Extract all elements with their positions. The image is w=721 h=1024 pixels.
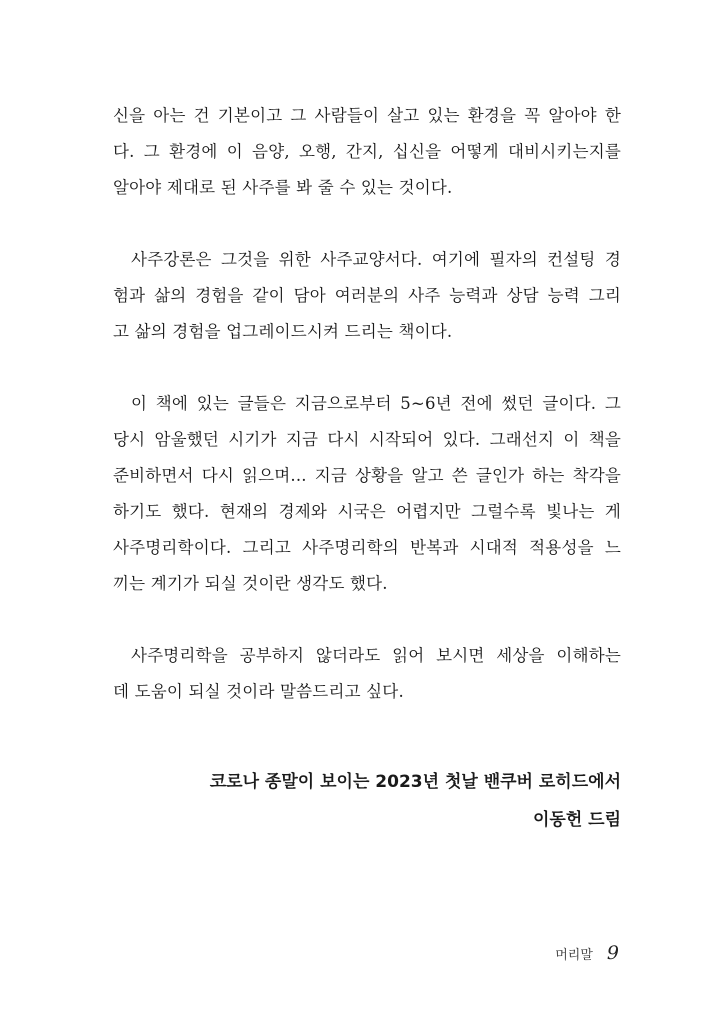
text-line: 사주명리학이다. 그리고 사주명리학의 반복과 시대적 적용성을 느 xyxy=(113,538,621,557)
text-line: 하기도 했다. 현재의 경제와 시국은 어렵지만 그럴수록 빛나는 게 xyxy=(113,502,621,521)
text-line: 데 도움이 되실 것이라 말씀드리고 싶다. xyxy=(113,682,404,701)
text-line: 사주강론은 그것을 위한 사주교양서다. 여기에 필자의 컨설팅 경 xyxy=(131,250,621,269)
text-line: 사주명리학을 공부하지 않더라도 읽어 보시면 세상을 이해하는 xyxy=(131,646,621,665)
paragraph-gap xyxy=(113,350,621,386)
paragraph-gap xyxy=(113,206,621,242)
paragraph xyxy=(113,386,621,602)
closing-signature xyxy=(210,763,621,839)
page-number: 9 xyxy=(606,942,619,964)
text-line: 이 책에 있는 글들은 지금으로부터 5~6년 전에 썼던 글이다. 그 xyxy=(131,394,621,413)
text-line: 다. 그 환경에 이 음양, 오행, 간지, 십신을 어떻게 대비시키는지를 xyxy=(113,142,621,161)
closing-date-place: 코로나 종말이 보이는 2023년 첫날 밴쿠버 로히드에서 xyxy=(209,772,621,792)
text-line: 알아야 제대로 된 사주를 봐 줄 수 있는 것이다. xyxy=(113,178,453,197)
text-line: 고 삶의 경험을 업그레이드시켜 드리는 책이다. xyxy=(113,322,453,341)
text-line: 당시 암울했던 시기가 지금 다시 시작되어 있다. 그래선지 이 책을 xyxy=(113,430,621,449)
text-line: 신을 아는 건 기본이고 그 사람들이 살고 있는 환경을 꼭 알아야 한 xyxy=(113,106,621,125)
body-text xyxy=(113,98,621,710)
paragraph xyxy=(113,242,621,350)
text-line: 끼는 계기가 되실 것이란 생각도 했다. xyxy=(113,574,388,593)
paragraph-gap xyxy=(113,602,621,638)
author-signoff: 이동헌 드림 xyxy=(532,810,621,830)
section-title: 머리말 xyxy=(555,948,593,963)
paragraph xyxy=(113,98,621,206)
page-footer xyxy=(555,942,619,964)
paragraph xyxy=(113,638,621,710)
text-line: 험과 삶의 경험을 같이 담아 여러분의 사주 능력과 상담 능력 그리 xyxy=(113,286,621,305)
text-line: 준비하면서 다시 읽으며... 지금 상황을 알고 쓴 글인가 하는 착각을 xyxy=(113,466,621,485)
